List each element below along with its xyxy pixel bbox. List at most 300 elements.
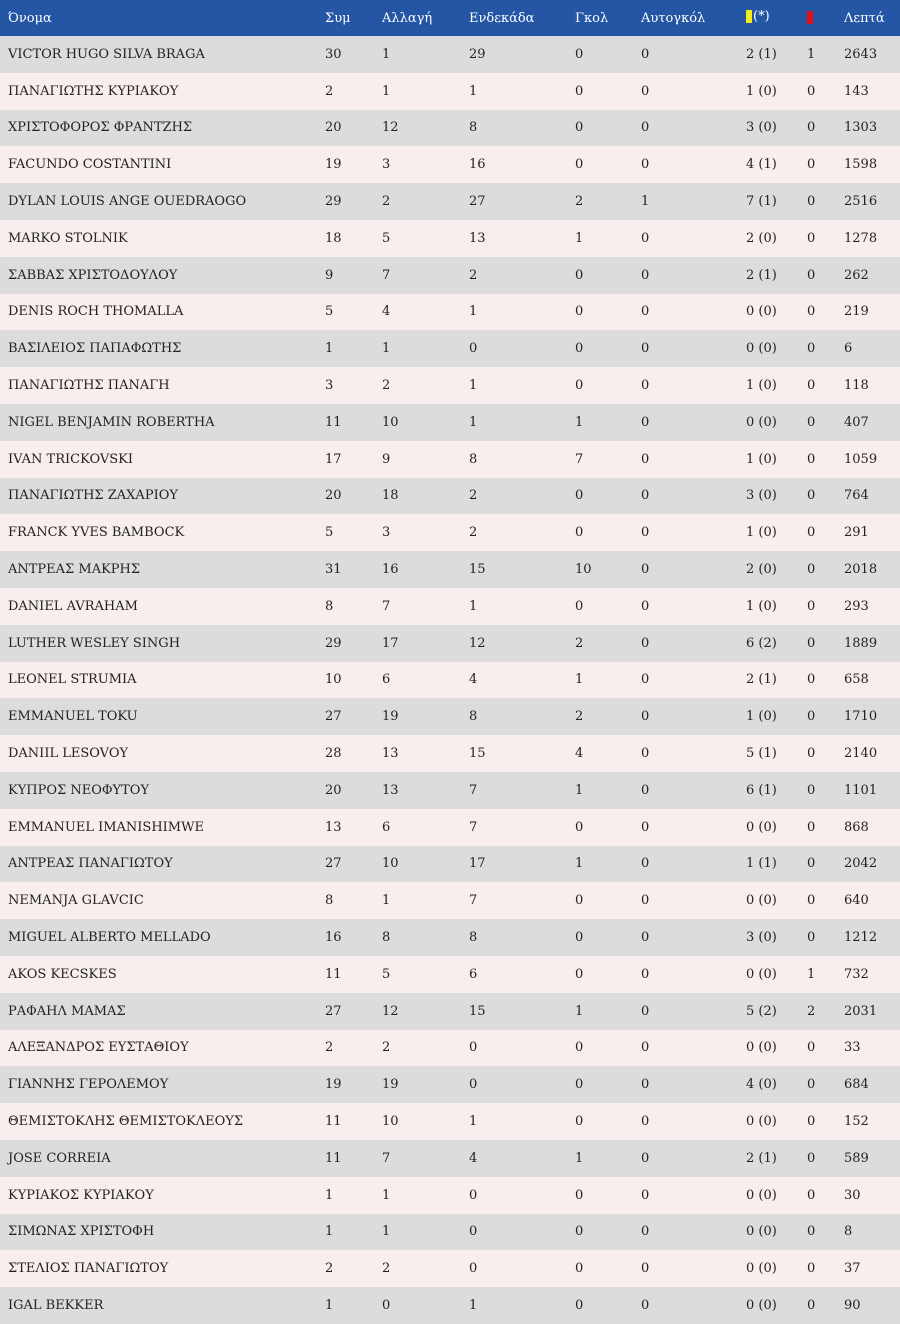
table-row[interactable] xyxy=(0,1177,900,1214)
cell-yellow-cards: 6 (2) xyxy=(746,635,777,651)
cell-goals: 2 xyxy=(575,635,584,651)
cell-goals: 0 xyxy=(575,1114,584,1129)
cell-player-name[interactable]: VICTOR HUGO SILVA BRAGA xyxy=(8,46,205,62)
cell-own-goals: 0 xyxy=(641,635,650,651)
cell-player-name[interactable]: ΠΑΝΑΓΙΩΤΗΣ ΚΥΡΙΑΚΟΥ xyxy=(8,83,179,99)
cell-yellow-cards: 1 (0) xyxy=(746,83,777,99)
cell-player-name[interactable]: ΘΕΜΙΣΤΟΚΛΗΣ ΘΕΜΙΣΤΟΚΛΕΟΥΣ xyxy=(8,1114,244,1129)
cell-apps: 3 xyxy=(325,378,334,394)
cell-yellow-cards: 6 (1) xyxy=(746,782,777,798)
cell-player-name[interactable]: EMMANUEL TOKU xyxy=(8,709,138,725)
cell-sub-appearances: 1 xyxy=(382,893,391,909)
cell-goals: 7 xyxy=(575,451,584,467)
cell-player-name[interactable]: EMMANUEL IMANISHIMWE xyxy=(8,819,204,835)
cell-own-goals: 0 xyxy=(641,1187,650,1203)
cell-player-name[interactable]: ΠΑΝΑΓΙΩΤΗΣ ΠΑΝΑΓΗ xyxy=(8,378,170,394)
table-row[interactable] xyxy=(0,1140,900,1177)
cell-red-cards: 0 xyxy=(807,83,816,99)
cell-yellow-cards: 0 (0) xyxy=(746,341,777,357)
cell-goals: 0 xyxy=(575,1261,584,1277)
yellow-card-suffix: (*) xyxy=(753,9,770,24)
cell-minutes: 868 xyxy=(844,819,869,835)
cell-sub-appearances: 13 xyxy=(382,746,399,762)
cell-minutes: 1278 xyxy=(844,230,878,246)
cell-goals: 0 xyxy=(575,1224,584,1240)
cell-player-name[interactable]: DANIEL AVRAHAM xyxy=(8,598,138,614)
cell-yellow-cards: 5 (1) xyxy=(746,746,777,762)
cell-minutes: 30 xyxy=(844,1187,861,1203)
cell-sub-appearances: 7 xyxy=(382,1150,391,1166)
cell-player-name[interactable]: ΑΛΕΞΑΝΔΡΟΣ ΕΥΣΤΑΘΙΟΥ xyxy=(8,1040,189,1056)
cell-player-name[interactable]: FACUNDO COSTANTINI xyxy=(8,157,172,173)
cell-starts: 17 xyxy=(469,856,486,872)
cell-yellow-cards: 3 (0) xyxy=(746,488,777,504)
yellow-card-icon xyxy=(746,10,752,23)
cell-sub-appearances: 19 xyxy=(382,709,399,725)
cell-red-cards: 0 xyxy=(807,1187,816,1203)
table-row[interactable] xyxy=(0,698,900,735)
cell-sub-appearances: 12 xyxy=(382,120,399,136)
cell-red-cards: 0 xyxy=(807,1077,816,1093)
table-row[interactable] xyxy=(0,36,900,73)
cell-player-name[interactable]: ΓΙΑΝΝΗΣ ΓΕΡΟΛΕΜΟΥ xyxy=(8,1077,169,1093)
cell-apps: 11 xyxy=(325,414,342,430)
cell-sub-appearances: 4 xyxy=(382,304,391,320)
cell-starts: 0 xyxy=(469,341,478,357)
cell-player-name[interactable]: ΑΝΤΡΕΑΣ ΠΑΝΑΓΙΩΤΟΥ xyxy=(8,856,173,872)
cell-sub-appearances: 16 xyxy=(382,562,399,578)
table-row[interactable] xyxy=(0,146,900,183)
cell-red-cards: 0 xyxy=(807,525,816,541)
cell-goals: 4 xyxy=(575,746,584,762)
cell-minutes: 291 xyxy=(844,525,869,541)
table-row[interactable] xyxy=(0,588,900,625)
table-row[interactable] xyxy=(0,73,900,110)
cell-player-name[interactable]: DENIS ROCH THOMALLA xyxy=(8,304,184,320)
cell-sub-appearances: 2 xyxy=(382,378,391,394)
cell-own-goals: 0 xyxy=(641,414,650,430)
cell-own-goals: 0 xyxy=(641,966,650,982)
table-row[interactable] xyxy=(0,1066,900,1103)
cell-own-goals: 0 xyxy=(641,341,650,357)
cell-yellow-cards: 0 (0) xyxy=(746,966,777,982)
table-row[interactable] xyxy=(0,367,900,404)
cell-yellow-cards: 0 (0) xyxy=(746,304,777,320)
table-row[interactable] xyxy=(0,735,900,772)
cell-goals: 0 xyxy=(575,1187,584,1203)
col-header-apps[interactable]: Συμ xyxy=(325,10,351,26)
cell-own-goals: 0 xyxy=(641,267,650,283)
cell-yellow-cards: 0 (0) xyxy=(746,893,777,909)
cell-starts: 27 xyxy=(469,194,486,210)
cell-own-goals: 0 xyxy=(641,378,650,394)
cell-goals: 1 xyxy=(575,1150,584,1166)
cell-goals: 2 xyxy=(575,194,584,210)
table-row[interactable] xyxy=(0,919,900,956)
cell-player-name[interactable]: ΑΝΤΡΕΑΣ ΜΑΚΡΗΣ xyxy=(8,562,141,578)
cell-yellow-cards: 2 (1) xyxy=(746,1150,777,1166)
cell-own-goals: 0 xyxy=(641,157,650,173)
red-card-icon xyxy=(807,11,813,24)
cell-starts: 1 xyxy=(469,1114,478,1129)
cell-starts: 8 xyxy=(469,930,478,946)
cell-sub-appearances: 6 xyxy=(382,672,391,688)
cell-starts: 0 xyxy=(469,1224,478,1240)
cell-goals: 0 xyxy=(575,304,584,320)
table-row[interactable] xyxy=(0,956,900,993)
cell-player-name[interactable]: NIGEL BENJAMIN ROBERTHA xyxy=(8,414,215,430)
cell-red-cards: 0 xyxy=(807,856,816,872)
cell-apps: 5 xyxy=(325,525,334,541)
cell-minutes: 2643 xyxy=(844,46,878,62)
cell-red-cards: 0 xyxy=(807,120,816,136)
cell-apps: 30 xyxy=(325,46,342,62)
cell-goals: 1 xyxy=(575,414,584,430)
col-header-yellow-cards[interactable] xyxy=(746,0,807,36)
cell-apps: 11 xyxy=(325,966,342,982)
cell-yellow-cards: 0 (0) xyxy=(746,1114,777,1129)
cell-own-goals: 0 xyxy=(641,1150,650,1166)
cell-sub-appearances: 1 xyxy=(382,341,391,357)
cell-player-name[interactable]: IGAL BEKKER xyxy=(8,1297,104,1313)
table-row[interactable] xyxy=(0,294,900,331)
cell-minutes: 2031 xyxy=(844,1003,878,1019)
cell-own-goals: 0 xyxy=(641,856,650,872)
col-header-name[interactable]: Όνομα xyxy=(8,10,52,26)
cell-red-cards: 0 xyxy=(807,893,816,909)
cell-red-cards: 0 xyxy=(807,341,816,357)
cell-red-cards: 0 xyxy=(807,451,816,467)
cell-apps: 1 xyxy=(325,1224,334,1240)
table-row[interactable] xyxy=(0,662,900,699)
table-row[interactable] xyxy=(0,846,900,883)
cell-red-cards: 0 xyxy=(807,378,816,394)
cell-apps: 27 xyxy=(325,709,342,725)
cell-goals: 0 xyxy=(575,46,584,62)
table-row[interactable] xyxy=(0,330,900,367)
cell-red-cards: 0 xyxy=(807,157,816,173)
cell-goals: 0 xyxy=(575,966,584,982)
cell-apps: 9 xyxy=(325,267,334,283)
cell-player-name[interactable]: ΣΑΒΒΑΣ ΧΡΙΣΤΟΔΟΥΛΟΥ xyxy=(8,267,178,283)
cell-player-name[interactable]: ΒΑΣΙΛΕΙΟΣ ΠΑΠΑΦΩΤΗΣ xyxy=(8,341,182,357)
cell-sub-appearances: 0 xyxy=(382,1297,391,1313)
cell-sub-appearances: 9 xyxy=(382,451,391,467)
table-row[interactable] xyxy=(0,1287,900,1324)
cell-minutes: 1059 xyxy=(844,451,878,467)
cell-apps: 1 xyxy=(325,1297,334,1313)
cell-goals: 1 xyxy=(575,230,584,246)
cell-goals: 1 xyxy=(575,856,584,872)
cell-goals: 0 xyxy=(575,267,584,283)
table-row[interactable] xyxy=(0,441,900,478)
cell-starts: 0 xyxy=(469,1187,478,1203)
cell-goals: 0 xyxy=(575,819,584,835)
cell-sub-appearances: 1 xyxy=(382,46,391,62)
cell-yellow-cards: 4 (1) xyxy=(746,157,777,173)
cell-red-cards: 0 xyxy=(807,1261,816,1277)
cell-starts: 29 xyxy=(469,46,486,62)
cell-apps: 31 xyxy=(325,562,342,578)
cell-goals: 1 xyxy=(575,1003,584,1019)
cell-player-name[interactable]: FRANCK YVES BAMBOCK xyxy=(8,525,185,541)
cell-own-goals: 0 xyxy=(641,120,650,136)
cell-minutes: 2140 xyxy=(844,746,878,762)
cell-apps: 5 xyxy=(325,304,334,320)
cell-goals: 0 xyxy=(575,120,584,136)
table-row[interactable] xyxy=(0,1103,900,1140)
cell-minutes: 219 xyxy=(844,304,869,320)
cell-red-cards: 1 xyxy=(807,46,816,62)
cell-player-name[interactable]: ΚΥΡΙΑΚΟΣ ΚΥΡΙΑΚΟΥ xyxy=(8,1187,154,1203)
cell-apps: 1 xyxy=(325,1187,334,1203)
cell-red-cards: 0 xyxy=(807,414,816,430)
cell-minutes: 262 xyxy=(844,267,869,283)
cell-goals: 0 xyxy=(575,525,584,541)
table-row[interactable] xyxy=(0,514,900,551)
table-row[interactable] xyxy=(0,478,900,515)
col-header-own-goals[interactable]: Αυτογκόλ xyxy=(641,10,706,26)
table-row[interactable] xyxy=(0,772,900,809)
cell-starts: 7 xyxy=(469,782,478,798)
cell-own-goals: 0 xyxy=(641,930,650,946)
cell-player-name[interactable]: AKOS KECSKES xyxy=(8,966,117,982)
cell-sub-appearances: 13 xyxy=(382,782,399,798)
col-header-goals[interactable]: Γκολ xyxy=(575,10,609,26)
cell-own-goals: 0 xyxy=(641,1224,650,1240)
cell-red-cards: 0 xyxy=(807,635,816,651)
cell-apps: 17 xyxy=(325,451,342,467)
cell-own-goals: 0 xyxy=(641,1297,650,1313)
cell-apps: 20 xyxy=(325,488,342,504)
cell-red-cards: 0 xyxy=(807,488,816,504)
cell-red-cards: 0 xyxy=(807,562,816,578)
cell-minutes: 1598 xyxy=(844,157,878,173)
cell-starts: 2 xyxy=(469,525,478,541)
cell-apps: 2 xyxy=(325,83,334,99)
cell-minutes: 1212 xyxy=(844,930,878,946)
cell-apps: 28 xyxy=(325,746,342,762)
cell-red-cards: 0 xyxy=(807,1297,816,1313)
cell-sub-appearances: 3 xyxy=(382,525,391,541)
cell-sub-appearances: 12 xyxy=(382,1003,399,1019)
cell-starts: 0 xyxy=(469,1077,478,1093)
cell-apps: 13 xyxy=(325,819,342,835)
cell-minutes: 732 xyxy=(844,966,869,982)
cell-red-cards: 0 xyxy=(807,194,816,210)
cell-minutes: 1101 xyxy=(844,782,878,798)
cell-own-goals: 0 xyxy=(641,782,650,798)
cell-own-goals: 0 xyxy=(641,230,650,246)
cell-apps: 20 xyxy=(325,782,342,798)
cell-sub-appearances: 2 xyxy=(382,1040,391,1056)
cell-starts: 2 xyxy=(469,267,478,283)
cell-yellow-cards: 3 (0) xyxy=(746,120,777,136)
col-header-start[interactable]: Ενδεκάδα xyxy=(469,10,535,26)
table-body xyxy=(0,36,900,1324)
cell-sub-appearances: 10 xyxy=(382,856,399,872)
cell-minutes: 2516 xyxy=(844,194,878,210)
cell-starts: 4 xyxy=(469,672,478,688)
cell-own-goals: 0 xyxy=(641,451,650,467)
cell-starts: 15 xyxy=(469,746,486,762)
cell-yellow-cards: 0 (0) xyxy=(746,1187,777,1203)
cell-own-goals: 0 xyxy=(641,562,650,578)
cell-starts: 6 xyxy=(469,966,478,982)
table-row[interactable] xyxy=(0,993,900,1030)
cell-red-cards: 0 xyxy=(807,709,816,725)
cell-apps: 8 xyxy=(325,893,334,909)
cell-minutes: 407 xyxy=(844,414,869,430)
cell-red-cards: 0 xyxy=(807,672,816,688)
cell-own-goals: 0 xyxy=(641,1114,650,1129)
cell-own-goals: 0 xyxy=(641,488,650,504)
cell-player-name[interactable]: ΣΙΜΩΝΑΣ ΧΡΙΣΤΟΦΗ xyxy=(8,1224,155,1240)
cell-red-cards: 2 xyxy=(807,1003,816,1019)
cell-starts: 7 xyxy=(469,819,478,835)
cell-player-name[interactable]: NEMANJA GLAVCIC xyxy=(8,893,144,909)
cell-player-name[interactable]: ΧΡΙΣΤΟΦΟΡΟΣ ΦΡΑΝΤΖΗΣ xyxy=(8,120,193,136)
cell-player-name[interactable]: ΚΥΠΡΟΣ ΝΕΟΦΥΤΟΥ xyxy=(8,782,150,798)
cell-minutes: 293 xyxy=(844,598,869,614)
cell-sub-appearances: 5 xyxy=(382,966,391,982)
cell-goals: 10 xyxy=(575,562,592,578)
cell-red-cards: 1 xyxy=(807,966,816,982)
cell-apps: 27 xyxy=(325,1003,342,1019)
col-header-sub[interactable]: Αλλαγή xyxy=(382,10,433,26)
cell-red-cards: 0 xyxy=(807,1040,816,1056)
cell-sub-appearances: 1 xyxy=(382,1187,391,1203)
cell-player-name[interactable]: MIGUEL ALBERTO MELLADO xyxy=(8,930,211,946)
cell-minutes: 90 xyxy=(844,1297,861,1313)
cell-apps: 2 xyxy=(325,1040,334,1056)
cell-minutes: 6 xyxy=(844,341,853,357)
table-row[interactable] xyxy=(0,110,900,147)
cell-yellow-cards: 1 (0) xyxy=(746,451,777,467)
cell-sub-appearances: 10 xyxy=(382,1114,399,1129)
cell-red-cards: 0 xyxy=(807,304,816,320)
cell-yellow-cards: 1 (0) xyxy=(746,378,777,394)
cell-yellow-cards: 0 (0) xyxy=(746,1224,777,1240)
cell-own-goals: 0 xyxy=(641,598,650,614)
table-row[interactable] xyxy=(0,551,900,588)
cell-minutes: 1889 xyxy=(844,635,878,651)
cell-apps: 19 xyxy=(325,1077,342,1093)
cell-minutes: 33 xyxy=(844,1040,861,1056)
cell-red-cards: 0 xyxy=(807,1150,816,1166)
cell-red-cards: 0 xyxy=(807,782,816,798)
cell-goals: 0 xyxy=(575,893,584,909)
cell-sub-appearances: 18 xyxy=(382,488,399,504)
cell-apps: 16 xyxy=(325,930,342,946)
cell-apps: 29 xyxy=(325,194,342,210)
cell-yellow-cards: 5 (2) xyxy=(746,1003,777,1019)
cell-player-name[interactable]: DANIIL LESOVOY xyxy=(8,746,129,762)
cell-minutes: 640 xyxy=(844,893,869,909)
cell-own-goals: 0 xyxy=(641,672,650,688)
table-row[interactable] xyxy=(0,1030,900,1067)
cell-player-name[interactable]: ΣΤΕΛΙΟΣ ΠΑΝΑΓΙΩΤΟΥ xyxy=(8,1261,169,1277)
cell-goals: 0 xyxy=(575,1040,584,1056)
col-header-red-cards[interactable] xyxy=(807,0,844,36)
cell-starts: 1 xyxy=(469,1297,478,1313)
cell-yellow-cards: 1 (0) xyxy=(746,525,777,541)
cell-sub-appearances: 6 xyxy=(382,819,391,835)
table-row[interactable] xyxy=(0,882,900,919)
table-row[interactable] xyxy=(0,183,900,220)
table-row[interactable] xyxy=(0,220,900,257)
header-row xyxy=(0,0,900,36)
cell-player-name[interactable]: IVAN TRICKOVSKI xyxy=(8,451,134,467)
cell-starts: 15 xyxy=(469,1003,486,1019)
cell-starts: 0 xyxy=(469,1040,478,1056)
cell-minutes: 8 xyxy=(844,1224,853,1240)
cell-red-cards: 0 xyxy=(807,1114,816,1129)
table-row[interactable] xyxy=(0,404,900,441)
table-row[interactable] xyxy=(0,809,900,846)
cell-starts: 7 xyxy=(469,893,478,909)
cell-own-goals: 0 xyxy=(641,46,650,62)
cell-starts: 1 xyxy=(469,598,478,614)
cell-own-goals: 0 xyxy=(641,304,650,320)
cell-yellow-cards: 0 (0) xyxy=(746,1297,777,1313)
col-header-minutes[interactable]: Λεπτά xyxy=(844,10,885,26)
cell-starts: 15 xyxy=(469,562,486,578)
table-row[interactable] xyxy=(0,1250,900,1287)
cell-minutes: 764 xyxy=(844,488,869,504)
cell-player-name[interactable]: ΠΑΝΑΓΙΩΤΗΣ ΖΑΧΑΡΙΟΥ xyxy=(8,488,178,504)
table-row[interactable] xyxy=(0,625,900,662)
cell-player-name[interactable]: LEONEL STRUMIA xyxy=(8,672,137,688)
cell-minutes: 658 xyxy=(844,672,869,688)
cell-goals: 0 xyxy=(575,1077,584,1093)
cell-red-cards: 0 xyxy=(807,598,816,614)
cell-player-name[interactable]: ΡΑΦΑΗΛ ΜΑΜΑΣ xyxy=(8,1003,126,1019)
cell-yellow-cards: 3 (0) xyxy=(746,930,777,946)
cell-player-name[interactable]: MARKO STOLNIK xyxy=(8,230,128,246)
table-row[interactable] xyxy=(0,1214,900,1251)
cell-yellow-cards: 0 (0) xyxy=(746,1261,777,1277)
cell-goals: 0 xyxy=(575,488,584,504)
cell-goals: 0 xyxy=(575,157,584,173)
cell-player-name[interactable]: LUTHER WESLEY SINGH xyxy=(8,635,181,651)
cell-sub-appearances: 3 xyxy=(382,157,391,173)
cell-player-name[interactable]: DYLAN LOUIS ANGE OUEDRAOGO xyxy=(8,194,247,210)
cell-sub-appearances: 7 xyxy=(382,267,391,283)
cell-red-cards: 0 xyxy=(807,267,816,283)
cell-yellow-cards: 4 (0) xyxy=(746,1077,777,1093)
cell-yellow-cards: 7 (1) xyxy=(746,194,777,210)
cell-player-name[interactable]: JOSE CORREIA xyxy=(8,1150,111,1166)
cell-yellow-cards: 2 (0) xyxy=(746,230,777,246)
cell-apps: 11 xyxy=(325,1150,342,1166)
cell-goals: 2 xyxy=(575,709,584,725)
cell-minutes: 589 xyxy=(844,1150,869,1166)
table-row[interactable] xyxy=(0,257,900,294)
cell-apps: 1 xyxy=(325,341,334,357)
cell-minutes: 37 xyxy=(844,1261,861,1277)
cell-starts: 1 xyxy=(469,304,478,320)
cell-own-goals: 0 xyxy=(641,1040,650,1056)
cell-starts: 1 xyxy=(469,378,478,394)
cell-sub-appearances: 2 xyxy=(382,194,391,210)
cell-starts: 4 xyxy=(469,1150,478,1166)
cell-starts: 0 xyxy=(469,1261,478,1277)
table-header xyxy=(0,0,900,36)
cell-sub-appearances: 10 xyxy=(382,414,399,430)
cell-minutes: 2042 xyxy=(844,856,878,872)
cell-minutes: 1710 xyxy=(844,709,878,725)
